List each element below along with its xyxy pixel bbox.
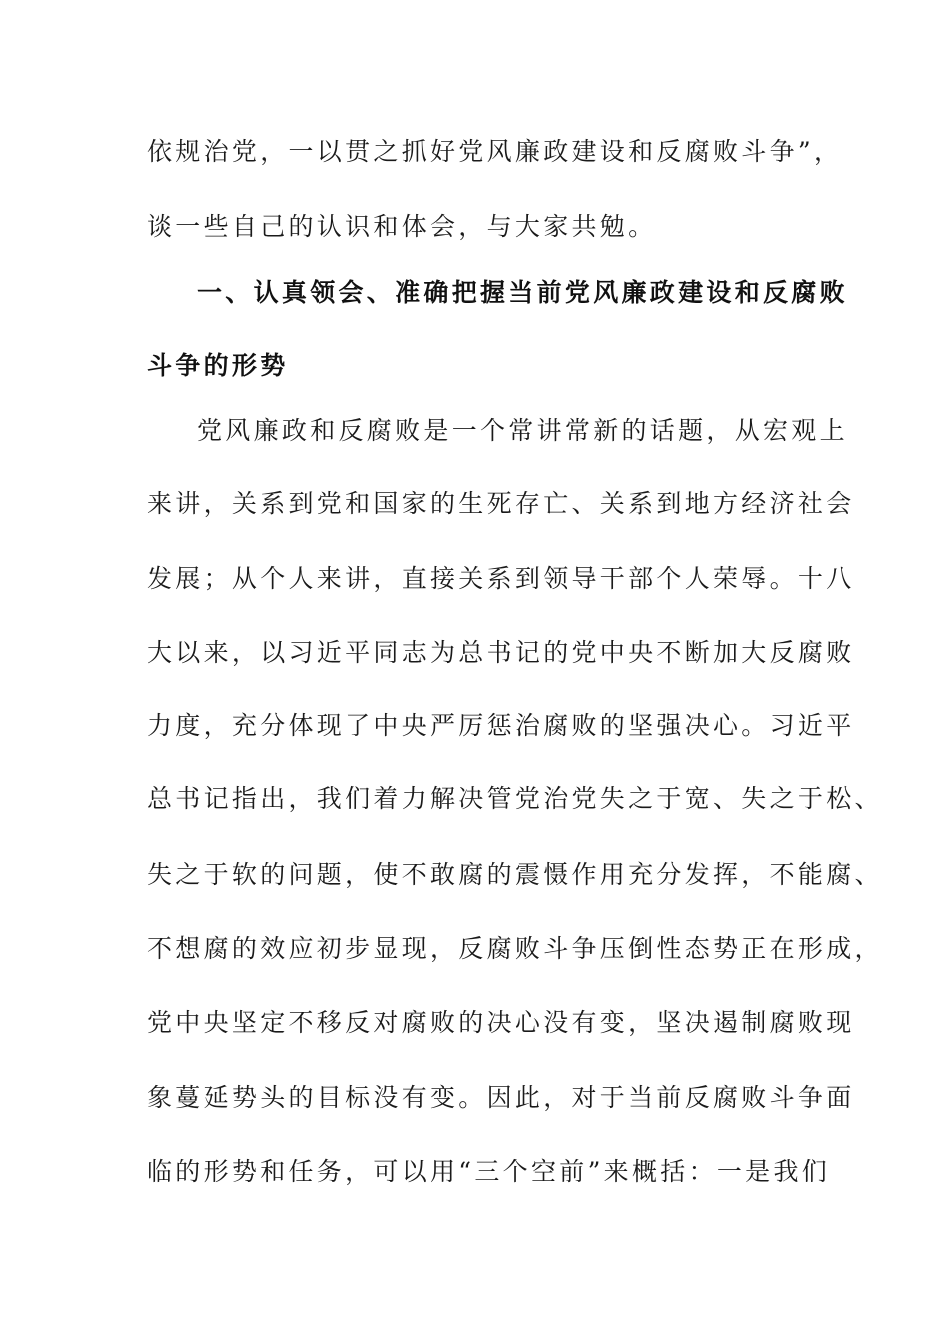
paragraph-line: 失之于软的问题，使不敢腐的震慑作用充分发挥，不能腐、	[147, 860, 883, 889]
paragraph-line: 党中央坚定不移反对腐败的决心没有变，坚决遏制腐败现	[147, 1008, 855, 1037]
section-heading-line: 斗争的形势	[147, 351, 289, 380]
paragraph-line: 不想腐的效应初步显现，反腐败斗争压倒性态势正在形成，	[147, 934, 883, 963]
paragraph-line: 依规治党，一以贯之抓好党风廉政建设和反腐败斗争”，	[147, 137, 843, 166]
paragraph-line: 党风廉政和反腐败是一个常讲常新的话题，从宏观上	[197, 416, 848, 445]
paragraph-line: 发展；从个人来讲，直接关系到领导干部个人荣辱。十八	[147, 564, 855, 593]
paragraph-line: 来讲，关系到党和国家的生死存亡、关系到地方经济社会	[147, 489, 855, 518]
section-heading-line: 一、认真领会、准确把握当前党风廉政建设和反腐败	[197, 278, 848, 307]
paragraph-line: 临的形势和任务，可以用“三个空前”来概括：一是我们	[147, 1157, 831, 1186]
paragraph-line: 力度，充分体现了中央严厉惩治腐败的坚强决心。习近平	[147, 711, 855, 740]
paragraph-line: 象蔓延势头的目标没有变。因此，对于当前反腐败斗争面	[147, 1083, 855, 1112]
paragraph-line: 谈一些自己的认识和体会，与大家共勉。	[147, 212, 657, 241]
paragraph-line: 总书记指出，我们着力解决管党治党失之于宽、失之于松、	[147, 784, 883, 813]
paragraph-line: 大以来，以习近平同志为总书记的党中央不断加大反腐败	[147, 638, 855, 667]
